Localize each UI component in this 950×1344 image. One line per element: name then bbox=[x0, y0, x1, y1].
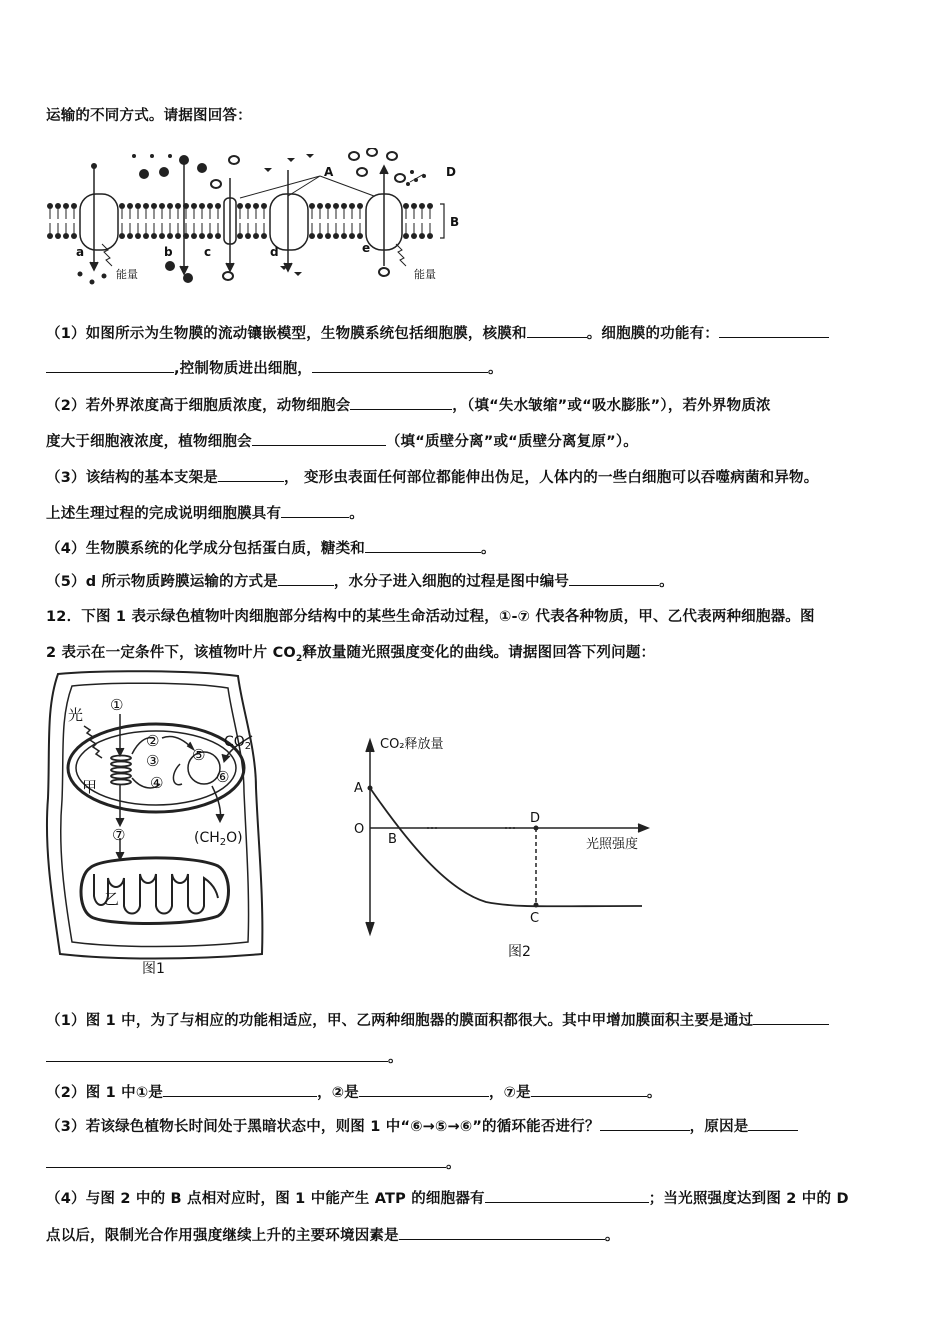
q11-line-1: （1）如图所示为生物膜的流动镶嵌模型，生物膜系统包括细胞膜，核膜和 。细胞膜的功能有： bbox=[46, 322, 829, 343]
membrane-figure bbox=[44, 148, 464, 288]
q11-line-5: （3）该结构的基本支架是 ， 变形虫表面任何部位都能伸出伪足，人体内的一些白细胞可以吞噬病菌和异物。 bbox=[46, 466, 818, 487]
q12-line-7: 点以后，限制光合作用强度继续上升的主要环境因素是 。 bbox=[46, 1224, 620, 1245]
blank[interactable] bbox=[359, 1082, 489, 1097]
light-label: 光 bbox=[68, 706, 84, 724]
carrier-protein-a bbox=[80, 194, 118, 250]
blank[interactable] bbox=[399, 1225, 605, 1240]
label-d: d bbox=[270, 245, 279, 259]
carrier-protein-d bbox=[270, 194, 308, 250]
figure-2-caption: 图2 bbox=[508, 944, 531, 960]
label-D: D bbox=[530, 811, 541, 826]
point-C bbox=[534, 903, 539, 908]
label-c: c bbox=[204, 245, 212, 259]
q12-line-4: （3）若该绿色植物长时间处于黑暗状态中，则图 1 中“⑥→⑤→⑥”的循环能否进行？ ，原因是 bbox=[46, 1115, 798, 1136]
blank[interactable] bbox=[748, 1116, 798, 1131]
blank[interactable] bbox=[600, 1116, 690, 1131]
label-jia: 甲 bbox=[82, 778, 98, 796]
label-A: A bbox=[354, 781, 363, 796]
label-A: A bbox=[324, 165, 334, 179]
num-7: ⑦ bbox=[112, 826, 126, 844]
phospholipid-bilayer bbox=[47, 203, 433, 239]
blank[interactable] bbox=[218, 467, 284, 482]
label-D: D bbox=[446, 165, 456, 179]
blank[interactable] bbox=[281, 503, 349, 518]
point-A bbox=[368, 786, 373, 791]
q11-line-7: （4）生物膜系统的化学成分包括蛋白质，糖类和 。 bbox=[46, 537, 496, 558]
figure-1-caption: 图1 bbox=[142, 961, 165, 977]
co2-label: $CO_2$ bbox=[224, 734, 252, 752]
q12-line-5: 。 bbox=[46, 1152, 461, 1173]
q12-line-1: （1）图 1 中，为了与相应的功能相适应，甲、乙两种细胞器的膜面积都很大。其中甲增加膜面积主要是通过 bbox=[46, 1009, 829, 1030]
blank[interactable] bbox=[485, 1188, 649, 1203]
blank[interactable] bbox=[46, 358, 174, 373]
label-b: b bbox=[164, 245, 173, 259]
label-O: O bbox=[354, 822, 365, 837]
blank[interactable] bbox=[350, 395, 452, 410]
label-yi: 乙 bbox=[104, 890, 120, 908]
num-5: ⑤ bbox=[192, 746, 206, 764]
q12-line-3: （2）图 1 中①是 ，②是 ，⑦是 。 bbox=[46, 1081, 662, 1102]
num-2: ② bbox=[146, 732, 160, 750]
blank[interactable] bbox=[753, 1010, 829, 1025]
y-axis-label: CO₂释放量 bbox=[380, 737, 444, 752]
figure-2-chart bbox=[346, 730, 666, 966]
energy-label-2: 能量 bbox=[414, 268, 436, 281]
q12-stem-1: 12．下图 1 表示绿色植物叶肉细胞部分结构中的某些生命活动过程，①-⑦ 代表各种物质，甲、乙代表两种细胞器。图 bbox=[46, 609, 815, 625]
q11-line-3: （2）若外界浓度高于细胞质浓度，动物细胞会 ，（填“失水皱缩”或“吸水膨胀”），若外界物质浓 bbox=[46, 394, 771, 415]
num-6: ⑥ bbox=[216, 768, 230, 786]
x-axis-label: 光照强度 bbox=[586, 837, 639, 852]
q11-line-6: 上述生理过程的完成说明细胞膜具有 。 bbox=[46, 502, 364, 523]
q11-line-8: （5）d 所示物质跨膜运输的方式是 ，水分子进入细胞的过程是图中编号 。 bbox=[46, 570, 674, 591]
blank[interactable] bbox=[46, 1047, 388, 1062]
label-B: B bbox=[450, 215, 460, 229]
blank[interactable] bbox=[278, 571, 334, 586]
blank[interactable] bbox=[719, 323, 829, 338]
figure-1-chloroplast bbox=[42, 668, 272, 980]
point-D bbox=[534, 826, 539, 831]
q12-line-2: 。 bbox=[46, 1046, 403, 1067]
blank[interactable] bbox=[46, 1153, 446, 1168]
intro-text: 运输的不同方式。请据图回答： bbox=[46, 108, 252, 124]
blank[interactable] bbox=[163, 1082, 317, 1097]
label-a: a bbox=[76, 245, 85, 259]
blank[interactable] bbox=[252, 431, 386, 446]
blank[interactable] bbox=[527, 323, 587, 338]
label-e: e bbox=[362, 241, 371, 255]
blank[interactable] bbox=[569, 571, 659, 586]
label-C: C bbox=[530, 911, 540, 926]
q12-stem-2: 2 表示在一定条件下，该植物叶片 $CO_2$释放量随光照强度变化的曲线。请据图回答下列问题： bbox=[46, 645, 656, 664]
ch2o-label: $(CH_2O)$ bbox=[194, 830, 243, 848]
label-B: B bbox=[388, 832, 397, 847]
num-3: ③ bbox=[146, 752, 160, 770]
blank[interactable] bbox=[312, 358, 488, 373]
blank[interactable] bbox=[365, 538, 481, 553]
num-4: ④ bbox=[150, 774, 164, 792]
num-1: ① bbox=[110, 696, 124, 714]
blank[interactable] bbox=[531, 1082, 647, 1097]
q11-line-4: 度大于细胞液浓度，植物细胞会 （填“质壁分离”或“质壁分离复原”）。 bbox=[46, 430, 638, 451]
energy-label-1: 能量 bbox=[116, 268, 138, 281]
q12-line-6: （4）与图 2 中的 B 点相对应时，图 1 中能产生 ATP 的细胞器有 ；当光照强度达到图 2 中的 D bbox=[46, 1187, 849, 1208]
q11-line-2: ,控制物质进出细胞， 。 bbox=[46, 357, 503, 378]
